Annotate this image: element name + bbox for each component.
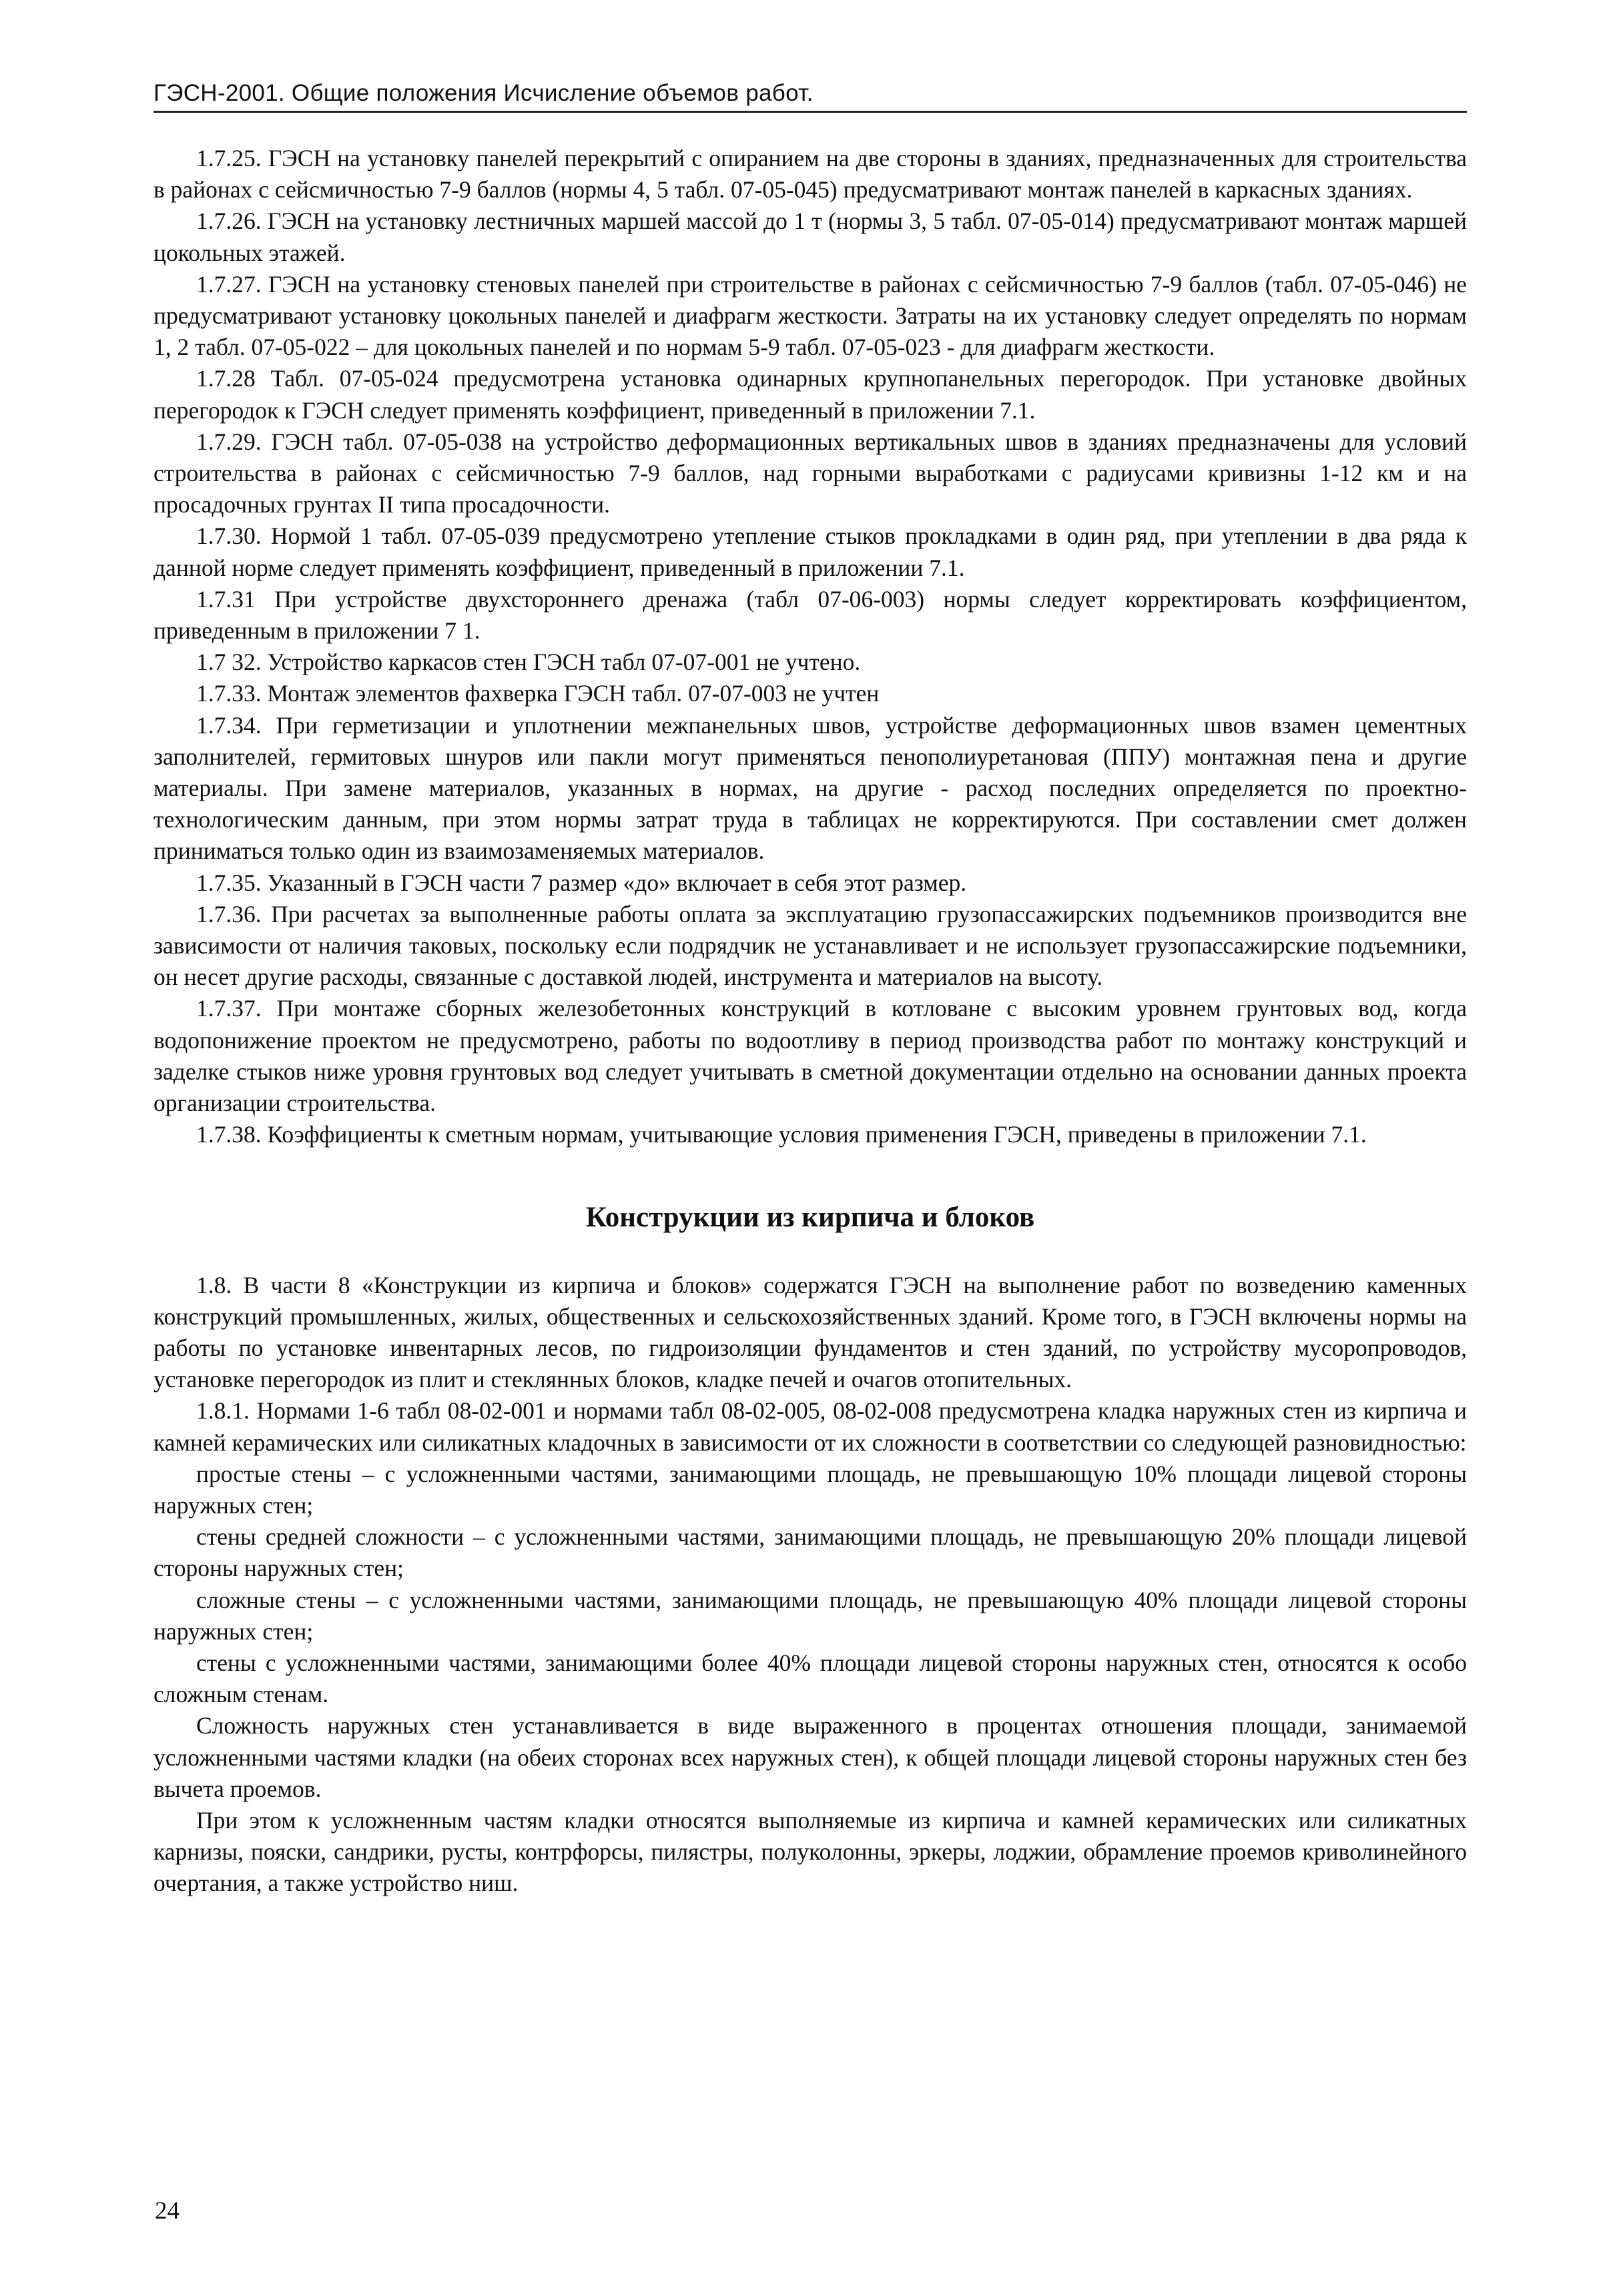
paragraph: 1.7.36. При расчетах за выполненные работы оплата за эксплуатацию грузопассажирских подъемников производится вне зависимости от наличия таковых, поскольку если подрядчик не устанавливает и не использует грузопассажирские подъемники, он несет другие расходы, связанные с доставкой людей, инструмента и материалов на высоту.	[153, 900, 1467, 991]
paragraph: 1.7.26. ГЭСН на установку лестничных маршей массой до 1 т (нормы 3, 5 табл. 07-05-014) предусматривают монтаж маршей цокольных этажей.	[153, 208, 1467, 266]
paragraph: 1.7.38. Коэффициенты к сметным нормам, учитывающие условия применения ГЭСН, приведены в приложении 7.1.	[196, 1121, 1367, 1148]
paragraph: 1.7.37. При монтаже сборных железобетонных конструкций в котловане с высоким уровнем грунтовых вод, когда водопонижение проектом не предусмотрено, работы по водоотливу в период производства работ по монтажу конструкций и заделке стыков ниже уровня грунтовых вод следует учитывать в сметной документации отдельно на основании данных проекта организации строительства.	[153, 995, 1467, 1117]
paragraph: простые стены – с усложненными частями, занимающими площадь, не превышающую 10% площади лицевой стороны наружных стен;	[153, 1460, 1467, 1519]
paragraph: 1.7 32. Устройство каркасов стен ГЭСН табл 07-07-001 не учтено.	[196, 649, 861, 676]
section-heading: Конструкции из кирпича и блоков	[585, 1201, 1035, 1233]
paragraph: 1.7.35. Указанный в ГЭСН части 7 размер «до» включает в себя этот размер.	[196, 869, 967, 896]
running-header: ГЭСН-2001. Общие положения Исчисление объемов работ.	[153, 79, 1467, 113]
document-body	[153, 143, 1467, 1900]
paragraph: 1.7.27. ГЭСН на установку стеновых панелей при строительстве в районах с сейсмичностью 7-9 баллов (табл. 07-05-046) не предусматривают установку цокольных панелей и диафрагм жесткости. Затраты на их установку следует определять по нормам 1, 2 табл. 07-05-022 – для цокольных панелей и по нормам 5-9 табл. 07-05-023 - для диафрагм жесткости.	[153, 270, 1467, 361]
page-number: 24	[155, 2197, 180, 2225]
paragraph: 1.7.25. ГЭСН на установку панелей перекрытий с опиранием на две стороны в зданиях, предназначенных для строительства в районах с сейсмичностью 7-9 баллов (нормы 4, 5 табл. 07-05-045) предусматривают монтаж панелей в каркасных зданиях.	[153, 145, 1467, 204]
paragraph: 1.7.34. При герметизации и уплотнении межпанельных швов, устройстве деформационных швов взамен цементных заполнителей, гермитовых шнуров или пакли могут применяться пенополиуретановая (ППУ) монтажная пена и другие материалы. При замене материалов, указанных в нормах, на другие - расход последних определяется по проектно-технологическим данным, при этом нормы затрат труда в таблицах не корректируются. При составлении смет должен приниматься только один из взаимозаменяемых материалов.	[153, 711, 1467, 865]
paragraph: 1.7.29. ГЭСН табл. 07-05-038 на устройство деформационных вертикальных швов в зданиях предназначены для условий строительства в районах с сейсмичностью 7-9 баллов, над горными выработками с радиусами кривизны 1-12 км и на просадочных грунтах II типа просадочности.	[153, 428, 1467, 518]
paragraph: 1.7.31 При устройстве двухстороннего дренажа (табл 07-06-003) нормы следует корректировать коэффициентом, приведенным в приложении 7 1.	[153, 585, 1467, 645]
paragraph: сложные стены – с усложненными частями, занимающими площадь, не превышающую 40% площади лицевой стороны наружных стен;	[153, 1586, 1467, 1645]
paragraph: стены с усложненными частями, занимающими более 40% площади лицевой стороны наружных стен, относятся к особо сложным стенам.	[153, 1649, 1467, 1708]
paragraph: стены средней сложности – с усложненными частями, занимающими площадь, не превышающую 20% площади лицевой стороны наружных стен;	[153, 1523, 1467, 1582]
paragraph: 1.7.28 Табл. 07-05-024 предусмотрена установка одинарных крупнопанельных перегородок. При установке двойных перегородок к ГЭСН следует применять коэффициент, приведенный в приложении 7.1.	[153, 365, 1467, 424]
paragraph: 1.7.30. Нормой 1 табл. 07-05-039 предусмотрено утепление стыков прокладками в один ряд, при утеплении в два ряда к данной норме следует применять коэффициент, приведенный в приложении 7.1.	[153, 522, 1467, 581]
paragraph: Сложность наружных стен устанавливается в виде выраженного в процентах отношения площади, занимаемой усложненными частями кладки (на обеих сторонах всех наружных стен), к общей площади лицевой стороны наружных стен без вычета проемов.	[153, 1712, 1467, 1802]
paragraph: 1.7.33. Монтаж элементов фахверка ГЭСН табл. 07-07-003 не учтен	[196, 680, 880, 707]
paragraph: 1.8. В части 8 «Конструкции из кирпича и блоков» содержатся ГЭСН на выполнение работ по возведению каменных конструкций промышленных, жилых, общественных и сельскохозяйственных зданий. Кроме того, в ГЭСН включены нормы на работы по установке инвентарных лесов, по гидроизоляции фундаментов и стен зданий, по устройству мусоропроводов, установке перегородок из плит и стеклянных блоков, кладке печей и очагов отопительных.	[153, 1271, 1467, 1393]
paragraph: 1.8.1. Нормами 1-6 табл 08-02-001 и нормами табл 08-02-005, 08-02-008 предусмотрена кладка наружных стен из кирпича и камней керамических или силикатных кладочных в зависимости от их сложности в соответствии со следующей разновидностью:	[153, 1397, 1467, 1456]
paragraph: При этом к усложненным частям кладки относятся выполняемые из кирпича и камней керамических или силикатных карнизы, пояски, сандрики, русты, контрфорсы, пилястры, полуколонны, эркеры, лоджии, обрамление проемов криволинейного очертания, а также устройство ниш.	[153, 1806, 1467, 1897]
